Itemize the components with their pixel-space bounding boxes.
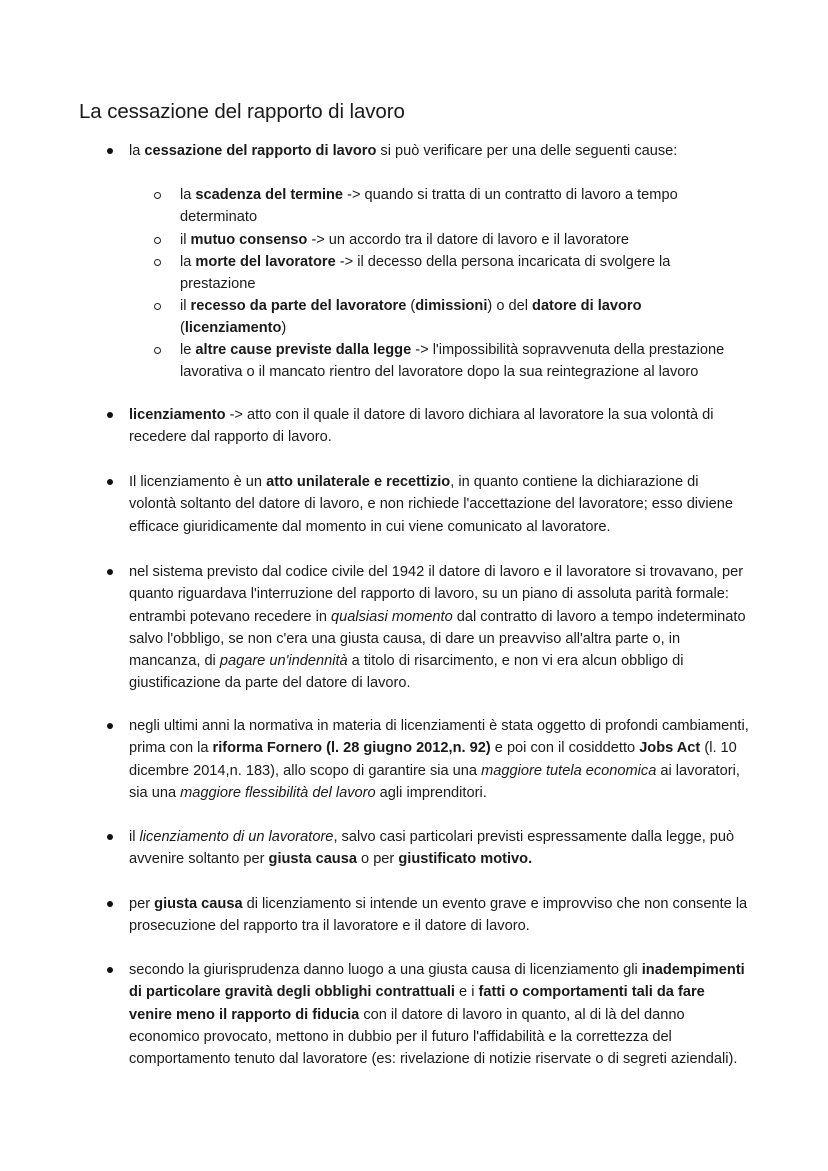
text-run: il <box>180 298 191 314</box>
text-run: per <box>129 896 155 912</box>
text-run: si può verificare per una delle seguenti cause: <box>376 143 678 159</box>
text-run: negli ultimi anni la normativa in materia di licenziamenti è stata oggetto di profondi cambiamenti, prima con la <box>129 718 749 757</box>
text-run: altre cause previste dalla legge <box>195 342 412 358</box>
sub-list-item <box>180 251 745 296</box>
text-run: atto unilaterale e recettizio <box>266 474 451 490</box>
text-run: morte del lavoratore <box>195 254 336 270</box>
text-run: maggiore flessibilità del lavoro <box>180 784 376 801</box>
list-item <box>129 959 749 1070</box>
text-run: Il licenziamento è un <box>129 474 267 490</box>
text-run: -> l'impossibilità sopravvenuta della prestazione lavorativa o il mancato rientro del lavoratore dopo la sua reintegrazione al lavoro <box>180 342 725 381</box>
text-run: , in quanto contiene la dichiarazione di volontà soltanto del datore di lavoro, e non richiede l'accettazione del lavoratore; esso diviene efficace giuridicamente dal momento in cui viene comunicato al lavoratore. <box>129 474 733 535</box>
text-run: la <box>180 254 196 270</box>
text-run: il <box>180 232 191 248</box>
text-run: ) o del <box>487 298 533 314</box>
text-run: dal contratto di lavoro a tempo indeterminato salvo l'obbligo, se non c'era una giusta causa, di dare un preavviso all'altra parte o, in mancanza, di <box>129 608 746 670</box>
text-run: cessazione del rapporto di lavoro <box>144 143 377 159</box>
text-run: giusta causa <box>268 851 357 868</box>
text-run: inadempimenti di particolare gravità degli obblighi contrattuali <box>129 962 745 1001</box>
text-run: licenziamento <box>129 407 226 423</box>
sub-list-item <box>180 339 745 384</box>
text-run: secondo la giurisprudenza danno luogo a una giusta causa di licenziamento gli <box>129 962 642 978</box>
text-run: -> un accordo tra il datore di lavoro e il lavoratore <box>307 232 629 248</box>
sub-list-item <box>180 229 745 251</box>
text-run: maggiore tutela economica <box>481 762 657 779</box>
list-item <box>129 826 749 871</box>
text-run: ( <box>180 320 185 337</box>
text-run: e i <box>454 984 479 1001</box>
text-run: giusta causa <box>154 896 243 912</box>
sub-list-item <box>180 295 745 340</box>
text-run: scadenza del termine <box>195 187 344 203</box>
text-run: licenziamento <box>184 320 282 337</box>
text-run: ( <box>406 298 416 314</box>
text-run: -> quando si tratta di un contratto di lavoro a tempo determinato <box>180 187 678 226</box>
text-run: dimissioni <box>415 298 488 314</box>
text-run: -> il decesso della persona incaricata di svolgere la prestazione <box>180 254 671 293</box>
text-run: il <box>129 829 140 845</box>
text-run: riforma Fornero <box>212 740 323 757</box>
text-run: giustificato motivo. <box>398 851 533 868</box>
text-run: -> atto con il quale il datore di lavoro dichiara al lavoratore la sua volontà di recedere dal rapporto di lavoro. <box>129 407 714 446</box>
text-run: la <box>129 143 145 159</box>
text-run: (l. 10 dicembre 2014,n. 183), allo scopo di garantire sia una <box>129 740 737 779</box>
list-item <box>129 715 749 804</box>
text-run: , salvo casi particolari previsti espressamente dalla legge, può avvenire soltanto per <box>129 829 735 868</box>
text-run: con il datore di lavoro in quanto, al di là del danno economico provocato, mettono in dubbio per il futuro l'affidabilità e la correttezza del comportamento tenuto dal lavoratore (es: rivelazione di notizie riservate o di segreti aziendali). <box>129 1006 738 1068</box>
text-run: o per <box>356 851 399 868</box>
list-item <box>129 140 749 162</box>
text-run: di licenziamento si intende un evento grave e improvviso che non consente la prosecuzione del rapporto tra il lavoratore e il datore di lavoro. <box>129 896 748 935</box>
text-run: a titolo di risarcimento, e non vi era alcun obbligo di giustificazione da parte del datore di lavoro. <box>129 653 684 692</box>
text-run: Jobs Act <box>639 740 701 757</box>
text-run: nel sistema previsto dal codice civile del 1942 il datore di lavoro e il lavoratore si trovavano, per quanto riguardava l'interruzione del rapporto di lavoro, su un piano di assoluta parità formale: entrambi potevano recedere in <box>129 564 744 625</box>
text-run: e poi con il cosiddetto <box>490 740 640 757</box>
list-item <box>129 561 749 695</box>
text-run: mutuo consenso <box>190 232 308 248</box>
text-run: agli imprenditori. <box>375 784 487 801</box>
text-run: ai lavoratori, sia una <box>129 762 740 801</box>
sub-list-item <box>180 184 745 229</box>
list-item <box>129 404 749 449</box>
text-run: licenziamento di un lavoratore <box>139 829 334 845</box>
text-run: fatti o comportamenti tali da fare venire meno il rapporto di fiducia <box>129 984 705 1023</box>
list-item <box>129 471 749 538</box>
list-item <box>129 893 749 938</box>
text-run: ) <box>281 320 287 337</box>
text-run: qualsiasi momento <box>331 608 453 625</box>
text-run: recesso da parte del lavoratore <box>190 298 407 314</box>
text-run: le <box>180 342 196 358</box>
text-run: pagare un'indennità <box>219 653 348 670</box>
text-run: datore di lavoro <box>532 298 642 314</box>
page-title: La cessazione del rapporto di lavoro <box>79 100 405 123</box>
text-run: la <box>180 187 196 203</box>
text-run: (l. 28 giugno 2012,n. 92) <box>326 740 491 757</box>
